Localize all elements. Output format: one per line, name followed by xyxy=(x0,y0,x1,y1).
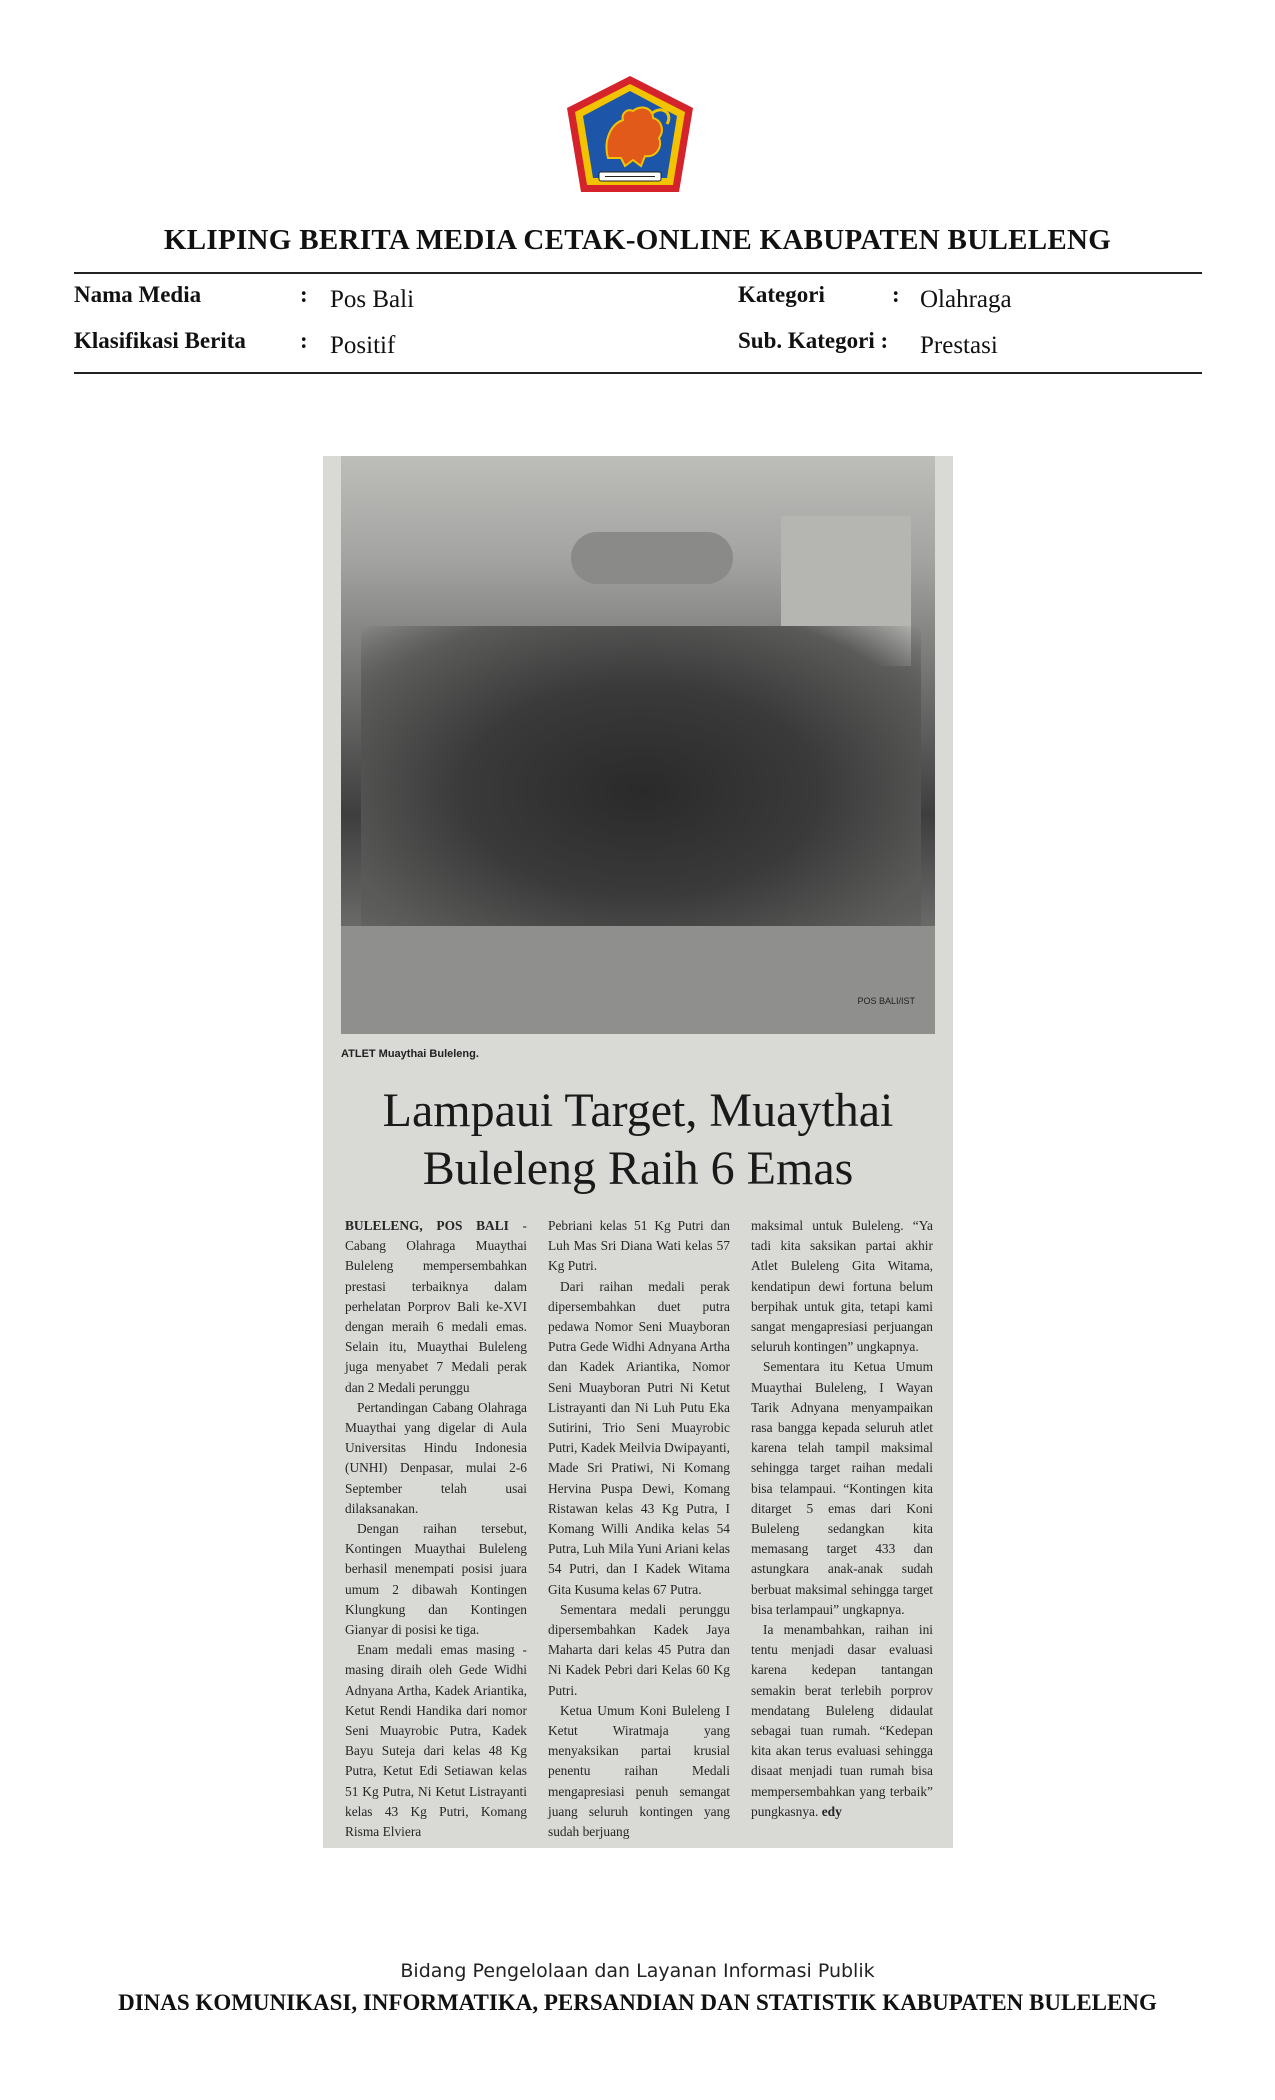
article-column-3 xyxy=(751,1216,933,1826)
klasifikasi-berita-colon: : xyxy=(300,328,308,353)
header-rule-bottom xyxy=(74,372,1202,374)
article-signoff: edy xyxy=(821,1803,842,1819)
nama-media-colon: : xyxy=(300,282,308,307)
nama-media-value: Pos Bali xyxy=(330,286,415,313)
photo-credit: POS BALI/IST xyxy=(857,996,915,1006)
sub-kategori-label: Sub. Kategori : xyxy=(738,328,889,353)
article-paragraph: Ia menambahkan, raihan ini tentu menjadi dasar evaluasi karena kedepan tantangan semakin berat terlebih porprov mendatang Buleleng didaulat sebagai tuan rumah. “Kedepan kita akan terus evaluasi sehingga disaat menjadi tuan rumah bisa mempersembahkan yang terbaik” pungkasnya. edy xyxy=(751,1622,933,1819)
headline-line-1: Lampaui Target, Muaythai xyxy=(382,1084,894,1137)
nama-media-label: Nama Media xyxy=(74,282,202,307)
headline-line-2: Buleleng Raih 6 Emas xyxy=(422,1142,854,1195)
kategori-colon: : xyxy=(892,282,900,307)
article-headline xyxy=(323,1082,953,1198)
kategori-value: Olahraga xyxy=(920,286,1012,313)
header-rule-top xyxy=(74,272,1202,274)
document-title: KLIPING BERITA MEDIA CETAK-ONLINE KABUPATEN BULELENG xyxy=(163,224,1112,256)
article-paragraph: Sementara itu Ketua Umum Muaythai Buleleng, I Wayan Tarik Adnyana menyampaikan rasa bangga kepada seluruh atlet karena telah tampil maksimal sehingga target raihan medali bisa telampaui. “Kontingen kita ditarget 5 emas dari Koni Buleleng sedangkan kita memasang target 433 dan astungkara anak-anak sudah berbuat maksimal sehingga target bisa terlampaui” ungkapnya. xyxy=(751,1359,933,1617)
klasifikasi-berita-label: Klasifikasi Berita xyxy=(74,328,246,353)
article-paragraph: Enam medali emas masing -masing diraih oleh Gede Widhi Adnyana Artha, Kadek Ariantika, Ketut Rendi Handika dari nomor Seni Muayrobic Putra, Kadek Bayu Suteja dari kelas 48 Kg Putra, Ketut Edi Setiawan kelas 51 Kg Putra, Ni Ketut Listrayanti kelas 43 Kg Putri, Komang Risma Elviera xyxy=(345,1642,527,1840)
article-paragraph: BULELENG, POS BALI - Cabang Olahraga Muaythai Buleleng mempersembahkan prestasi terbaiknya dalam perhelatan Porprov Bali ke-XVI dengan meraih 6 medali emas. Selain itu, Muaythai Buleleng juga menyabet 7 Medali perak dan 2 Medali perunggu xyxy=(345,1218,527,1395)
article-paragraph: Sementara medali perunggu dipersembahkan Kadek Jaya Maharta dari kelas 45 Putra dan Ni Kadek Pebri dari Kelas 60 Kg Putri. xyxy=(548,1601,730,1698)
article-paragraph: maksimal untuk Buleleng. “Ya tadi kita saksikan partai akhir Atlet Buleleng Gita Witama, kendatipun dewi fortuna belum berpihak untuk gita, tetapi kami sangat mengapresiasi perjuangan seluruh kontingen” ungkapnya. xyxy=(751,1218,933,1355)
kabupaten-buleleng-emblem-icon xyxy=(563,74,697,200)
article-column-2 xyxy=(548,1216,730,1840)
footer-department: Bidang Pengelolaan dan Layanan Informasi Publik xyxy=(400,1960,875,1982)
article-paragraph: Pertandingan Cabang Olahraga Muaythai yang digelar di Aula Universitas Hindu Indonesia (UNHI) Denpasar, mulai 2-6 September telah usai dilaksanakan. xyxy=(345,1399,527,1516)
sub-kategori-value: Prestasi xyxy=(920,332,998,359)
article-body xyxy=(345,1216,933,1840)
team-photo xyxy=(341,456,935,1034)
article-column-1 xyxy=(345,1216,527,1840)
article-paragraph: Dari raihan medali perak dipersembahkan duet putra pedawa Nomor Seni Muayboran Putra Gede Widhi Adnyana Artha dan Kadek Ariantika, Nomor Seni Muayboran Putri Ni Ketut Listrayanti dan Ni Luh Putu Eka Sutirini, Trio Seni Muayrobic Putri, Kadek Meilvia Dwipayanti, Made Sri Pratiwi, Ni Komang Hervina Puspa Dewi, Komang Ristawan kelas 43 Kg Putra, I Komang Willi Andika kelas 54 Putra, Luh Mila Yuni Ariani kelas 54 Putri, dan I Kadek Witama Gita Kusuma kelas 67 Putra. xyxy=(548,1278,730,1597)
article-dateline: BULELENG, POS BALI xyxy=(345,1218,509,1233)
article-paragraph: Dengan raihan tersebut, Kontingen Muaythai Buleleng berhasil menempati posisi juara umum 2 dibawah Kontingen Klungkung dan Kontingen Gianyar di posisi ke tiga. xyxy=(345,1521,527,1638)
newspaper-clipping xyxy=(323,456,953,1848)
article-paragraph: Ketua Umum Koni Buleleng I Ketut Wiratmaja yang menyaksikan partai krusial penentu raihan Medali mengapresiasi penuh semangat juang seluruh kontingen yang sudah berjuang xyxy=(548,1702,730,1840)
kategori-label: Kategori xyxy=(738,282,825,307)
klasifikasi-berita-value: Positif xyxy=(330,332,396,359)
article-paragraph: Pebriani kelas 51 Kg Putri dan Luh Mas Sri Diana Wati kelas 57 Kg Putri. xyxy=(548,1218,730,1274)
photo-caption: ATLET Muaythai Buleleng. xyxy=(341,1048,479,1060)
footer-agency: DINAS KOMUNIKASI, INFORMATIKA, PERSANDIAN DAN STATISTIK KABUPATEN BULELENG xyxy=(118,1990,1157,2015)
